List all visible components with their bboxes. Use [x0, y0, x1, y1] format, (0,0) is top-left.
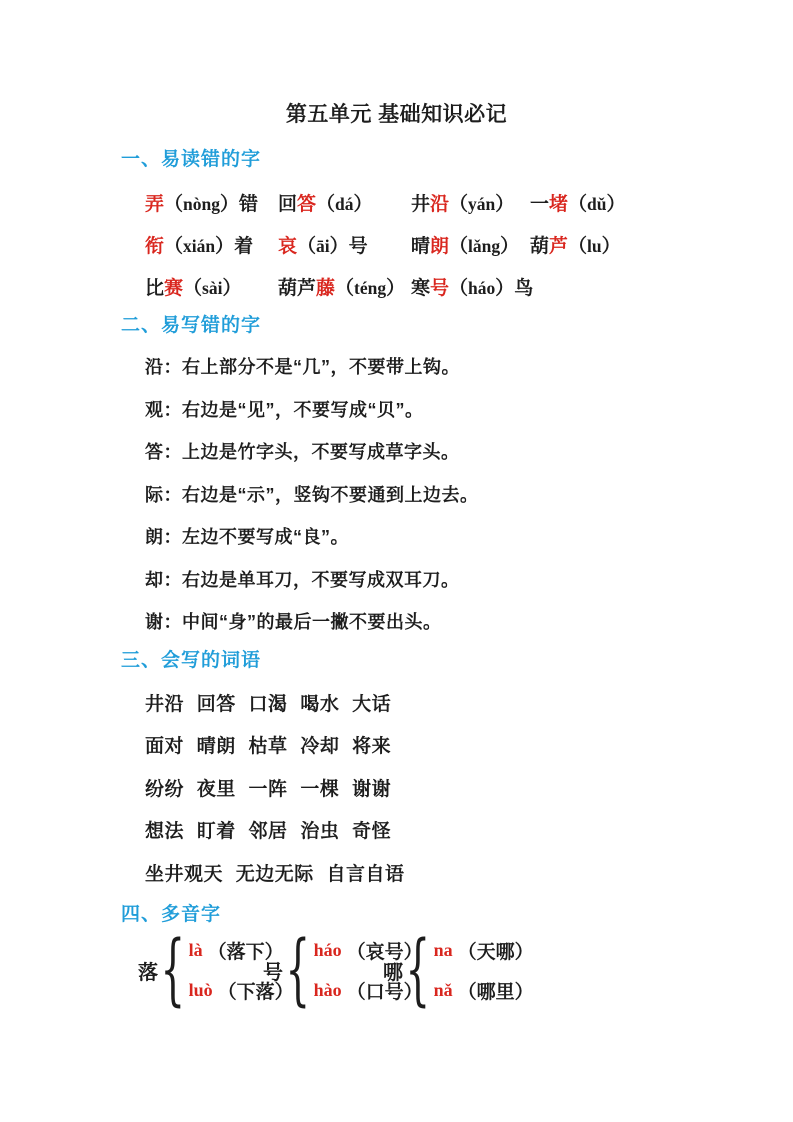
- char-text: （: [297, 235, 317, 257]
- char-text: 比: [145, 277, 165, 299]
- pinyin-text: sài: [202, 277, 223, 298]
- page-title: 第五单元 基础知识必记: [285, 103, 508, 126]
- word-item: [411, 189, 530, 216]
- char-text: ）: [222, 277, 242, 299]
- word-item: [145, 273, 278, 300]
- pinyin-text: dǔ: [587, 193, 607, 214]
- curly-brace-icon: {: [160, 925, 186, 1015]
- pinyin-text: yán: [468, 193, 496, 214]
- highlighted-char: 弄: [145, 193, 165, 215]
- pinyin-text: nòng: [183, 193, 220, 214]
- pinyin-text: téng: [354, 277, 387, 298]
- readings-list: [434, 930, 534, 1010]
- word-line: 坐井观天 无边无际 自言自语: [145, 863, 405, 885]
- highlighted-char: 号: [430, 277, 450, 299]
- char-text: （: [183, 277, 203, 299]
- note-line: 却：右边是单耳刀，不要写成双耳刀。: [145, 569, 460, 590]
- pinyin-reading: háo: [313, 939, 342, 960]
- note-line: 沿：右上部分不是“几”，不要带上钩。: [145, 357, 460, 378]
- example-word: （天哪）: [457, 941, 534, 963]
- reading-row: [434, 970, 534, 1010]
- highlighted-char: 赛: [164, 277, 184, 299]
- highlighted-char: 沿: [430, 193, 450, 215]
- example-word: （下落）: [217, 981, 294, 1003]
- word-line: 井沿 回答 口渴 喝水 大话: [145, 693, 392, 715]
- word-item: [145, 231, 278, 258]
- polyphone-groups: [0, 925, 793, 1028]
- word-item: [278, 231, 411, 258]
- word-line: 想法 盯着 邻居 治虫 奇怪: [145, 821, 392, 843]
- char-text: 回: [278, 193, 298, 215]
- pinyin-reading: nǎ: [433, 979, 453, 1000]
- pinyin-reading: luò: [188, 979, 213, 1000]
- char-text: （: [449, 193, 469, 215]
- char-text: ）: [353, 193, 373, 215]
- word-item: [145, 189, 278, 216]
- word-item: [530, 231, 685, 258]
- char-text: （: [335, 277, 355, 299]
- word-item: [278, 273, 411, 300]
- pinyin-text: lu: [587, 235, 602, 256]
- highlighted-char: 朗: [430, 235, 450, 257]
- curly-brace-icon: {: [285, 925, 311, 1015]
- pinyin-word-row: [145, 181, 685, 223]
- polyphone-char: 落: [138, 961, 158, 984]
- char-text: （: [449, 277, 469, 299]
- highlighted-char: 衔: [145, 235, 165, 257]
- pinyin-text: dá: [335, 193, 354, 214]
- reading-row: [434, 930, 534, 970]
- char-text: ）鸟: [495, 277, 534, 299]
- char-text: （: [568, 235, 588, 257]
- highlighted-char: 芦: [549, 235, 569, 257]
- section-heading-polyphones: 四、多音字: [121, 904, 222, 925]
- polyphone-char: 号: [263, 961, 283, 984]
- char-text: ）错: [220, 193, 259, 215]
- example-word: （哀号）: [346, 941, 423, 963]
- pinyin-text: lǎng: [468, 235, 501, 256]
- char-text: （: [568, 193, 588, 215]
- char-text: （: [164, 235, 184, 257]
- note-line: 朗：左边不要写成“良”。: [145, 527, 349, 548]
- char-text: ）着: [215, 235, 254, 257]
- char-text: 晴: [411, 235, 431, 257]
- char-text: ）: [495, 193, 515, 215]
- highlighted-char: 哀: [278, 235, 298, 257]
- pinyin-reading: na: [433, 939, 453, 960]
- char-text: 一: [530, 193, 550, 215]
- char-text: 寒: [411, 277, 431, 299]
- example-word: （落下）: [207, 941, 284, 963]
- example-word: （口号）: [346, 981, 423, 1003]
- highlighted-char: 堵: [549, 193, 569, 215]
- word-item: [278, 189, 411, 216]
- char-text: 井: [411, 193, 431, 215]
- note-line: 答：上边是竹字头，不要写成草字头。: [145, 442, 460, 463]
- highlighted-char: 答: [297, 193, 317, 215]
- misread-word-rows: [145, 181, 685, 307]
- polyphone-char: 哪: [383, 961, 403, 984]
- word-item: [411, 273, 534, 300]
- char-text: 葫: [530, 235, 550, 257]
- note-line: 观：右边是“见”，不要写成“贝”。: [145, 399, 424, 420]
- curly-brace-icon: {: [405, 925, 431, 1015]
- word-line: 纷纷 夜里 一阵 一棵 谢谢: [145, 778, 392, 800]
- char-text: ）: [606, 193, 626, 215]
- note-line: 谢：中间“身”的最后一撇不要出头。: [145, 612, 442, 633]
- char-text: ）: [601, 235, 621, 257]
- example-word: （哪里）: [457, 981, 534, 1003]
- char-text: ）: [500, 235, 520, 257]
- section-heading-words-to-write: 三、会写的词语: [121, 650, 262, 671]
- section-heading-easy-misread: 一、易读错的字: [121, 149, 262, 170]
- pinyin-text: háo: [468, 277, 496, 298]
- word-line: 面对 晴朗 枯草 冷却 将来: [145, 736, 392, 758]
- word-item: [530, 189, 685, 216]
- char-text: （: [316, 193, 336, 215]
- miswrite-notes: [145, 345, 479, 643]
- pinyin-word-row: [145, 223, 685, 265]
- char-text: （: [449, 235, 469, 257]
- char-text: （: [164, 193, 184, 215]
- char-text: 葫芦: [278, 277, 317, 299]
- char-text: ）: [386, 277, 406, 299]
- section-heading-easy-miswrite: 二、易写错的字: [121, 315, 262, 336]
- pinyin-text: āi: [316, 235, 330, 256]
- word-lines: [145, 681, 405, 894]
- note-line: 际：右边是“示”，竖钩不要通到上边去。: [145, 484, 479, 505]
- polyphone-group: [383, 925, 534, 1015]
- char-text: ）号: [329, 235, 368, 257]
- pinyin-reading: hào: [313, 979, 342, 1000]
- word-item: [411, 231, 530, 258]
- pinyin-text: xián: [183, 235, 216, 256]
- highlighted-char: 藤: [316, 277, 336, 299]
- pinyin-word-row: [145, 265, 685, 307]
- pinyin-reading: là: [188, 939, 203, 960]
